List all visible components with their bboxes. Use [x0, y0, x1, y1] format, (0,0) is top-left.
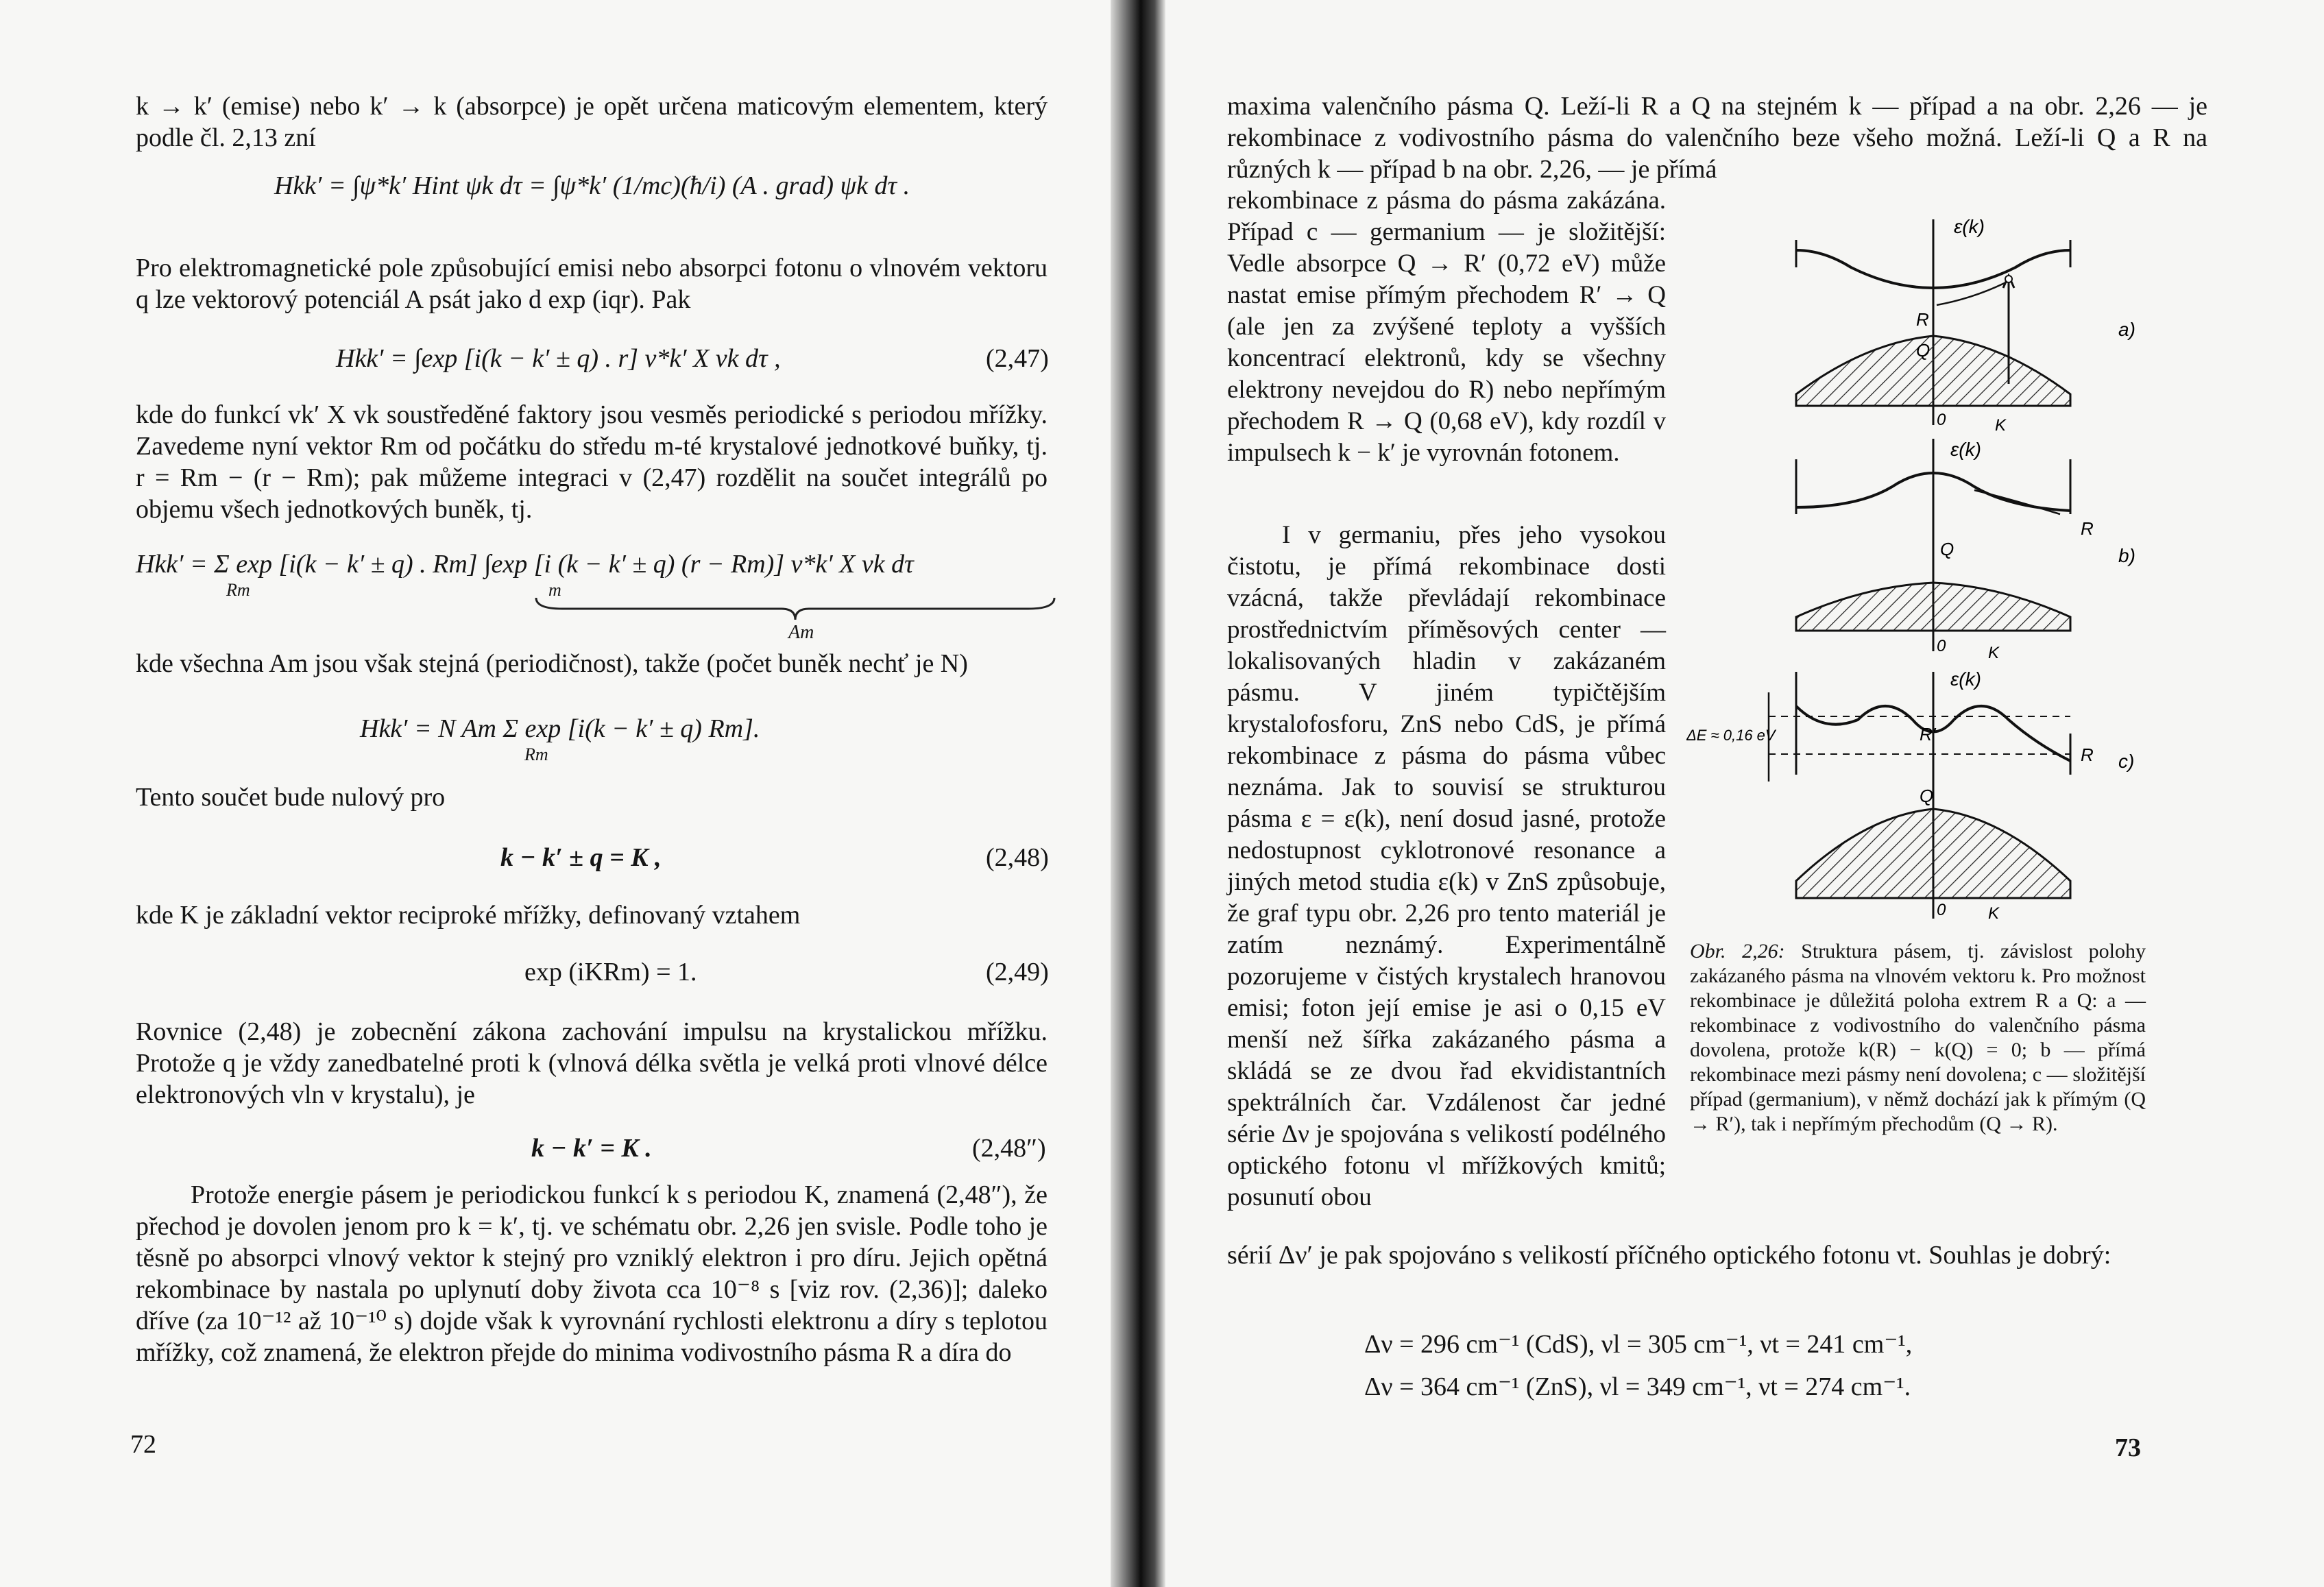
equation-2-47: Hkk′ = ∫exp [i(k − k′ ± q) . r] v*k′ X vk dτ ,	[336, 344, 781, 373]
panel-b-q-label: Q	[1940, 539, 1954, 559]
paragraph-3: kde do funkcí vk′ X vk soustředěné faktory jsou vesměs periodické s periodou mřížky. Zavedeme nyní vektor Rm od počátku do středu m-té krystalové jednotkové buňky, tj. r = Rm − (r − Rm); pak můžeme integraci v (2,47) rozdělit na součet integrálů po objemu všech jednotkových buněk, tj.	[136, 400, 1048, 524]
equation-zns: Δν = 364 cm⁻¹ (ZnS), νl = 349 cm⁻¹, νt = 274 cm⁻¹.	[1364, 1372, 1911, 1401]
panel-c-rprime-label: R′	[1920, 724, 1936, 744]
paragraph-6: kde K je základní vektor reciproké mřížky, definovaný vztahem	[136, 901, 801, 930]
underbrace-label: Am	[788, 622, 814, 643]
panel-c-energy-label: ε(k)	[1950, 668, 1981, 690]
paragraph-r4: sérií Δν′ je pak spojováno s velikostí příčného optického fotonu νt. Souhlas je dobrý:	[1227, 1241, 2111, 1270]
equation-cds: Δν = 296 cm⁻¹ (CdS), νl = 305 cm⁻¹, νt = 241 cm⁻¹,	[1364, 1330, 1913, 1359]
paragraph-r1: maxima valenčního pásma Q. Leží-li R a Q na stejném k — případ a na obr. 2,26 — je rekombinace z vodivostního pásma do valenčního beze všeho možná. Leží-li Q a R na různých k — případ b na obr. 2,26, — je přímá	[1227, 92, 2207, 184]
panel-a-r-label: R	[1916, 309, 1929, 330]
panel-a-letter: a)	[2118, 319, 2135, 340]
figure-caption	[1690, 939, 2146, 1137]
paragraph-r3: I v germaniu, přes jeho vysokou čistotu, je přímá rekombinace dosti vzácná, takže převládají rekombinace prostřednictvím příměsových center — lokalisovaných hladin v zakázaném pásmu. V jiném typičtějším krystalofosforu, ZnS nebo CdS, je přímá rekombinace z pásma do pásma vůbec neznáma. Jak to souvisí se strukturou pásma ε = ε(k), není dosud jasné, protože nedostupnost cyklotronové resonance a jiných metod studia ε(k) v ZnS způsobuje, že graf typu obr. 2,26 pro tento materiál je zatím neznámý. Experimentálně pozorujeme v čistých krystalech hranovou emisi; foton její emise je asi o 0,15 eV menší než šířka zakázaného pásma a skládá se ze dvou řad ekvidistantních spektrálních čar. Vzdálenost čar jedné série Δν je spojována s velikostí podélného optického fotonu νl mřížkových kmitů; posunutí obou	[1227, 521, 1666, 1211]
panel-c-q-label: Q	[1920, 786, 1934, 806]
equation-number-2-47: (2,47)	[986, 344, 1049, 373]
paragraph-8: Protože energie pásem je periodickou funkcí k s periodou K, znamená (2,48″), že přechod je dovolen jenom pro k = k′, tj. ve schématu obr. 2,26 jen svisle. Podle toho je těsně po absorpci vlnový vektor k stejný pro vzniklý elektron i pro díru. Jejich opětná rekombinace by nastala po uplynutí doby života cca 10⁻⁸ s [viz rov. (2,36)]; daleko dříve (za 10⁻¹² až 10⁻¹⁰ s) dojde však k vyrovnání rychlosti elektronu a díry s teplotou mřížky, což znamená, že elektron přejde do minima vodivostního pásma R a díra do	[136, 1180, 1048, 1367]
left-page	[0, 0, 1111, 1587]
panel-c-k-label: K	[1988, 904, 2000, 923]
equation-2-48b: k − k′ = K .	[531, 1134, 652, 1163]
panel-a-zero-label: 0	[1937, 411, 1946, 429]
equation-number-2-48b: (2,48″)	[972, 1134, 1046, 1163]
equation-sum-subscript: Rm	[226, 580, 250, 600]
panel-c-r-label: R	[2081, 744, 2094, 765]
panel-c-letter: c)	[2118, 751, 2135, 772]
panel-c-delta-label: ΔE ≈ 0,16 eV	[1686, 727, 1776, 744]
page-number-right: 73	[2115, 1433, 2141, 1462]
equation-4-subscript: Rm	[524, 744, 548, 764]
panel-b-k-label: K	[1988, 644, 2000, 662]
book-gutter	[1111, 0, 1165, 1587]
paragraph-5: Tento součet bude nulový pro	[136, 783, 446, 812]
paragraph-1: k → k′ (emise) nebo k′ → k (absorpce) je opět určena maticovým elementem, který podle čl. 2,13 zní	[136, 92, 1048, 152]
equation-hkk-1: Hkk′ = ∫ψ*k′ Hint ψk dτ = ∫ψ*k′ (1/mc)(ħ/i) (A . grad) ψk dτ .	[274, 171, 910, 200]
panel-a-q-label: Q	[1916, 340, 1930, 361]
paragraph-2: Pro elektromagnetické pole způsobující emisi nebo absorpci fotonu o vlnovém vektoru q lze vektorový potenciál A psát jako d exp (iqr). Pak	[136, 254, 1048, 314]
figure-panel-c	[1686, 668, 2134, 923]
caption-text: Struktura pásem, tj. závislost polohy zakázaného pásma na vlnovém vektoru k. Pro možnost rekombinace je důležitá poloha extrem R a Q: a — rekombinace z vodivostního do valenčního pásma dovolena, protože k(R) − k(Q) = 0; b — přímá rekombinace mezi pásmy není dovolena; c — složitější případ (germanium), v němž dochází jak k přímým (Q → R′), tak i nepřímým přechodům (Q → R).	[1690, 940, 2146, 1135]
equation-integral-subscript: m	[548, 580, 561, 600]
panel-a-energy-label: ε(k)	[1954, 216, 1985, 237]
equation-2-49: exp (iKRm) = 1.	[524, 958, 697, 986]
panel-b-zero-label: 0	[1937, 637, 1946, 655]
panel-b-letter: b)	[2118, 545, 2135, 566]
panel-c-zero-label: 0	[1937, 901, 1946, 919]
caption-label: Obr. 2,26:	[1690, 940, 1785, 962]
band-structure-figure	[1686, 213, 2180, 932]
equation-2-48: k − k′ ± q = K ,	[500, 843, 662, 872]
panel-a-k-label: K	[1995, 416, 2007, 435]
paragraph-7: Rovnice (2,48) je zobecnění zákona zachování impulsu na krystalickou mřížku. Protože q je vždy zanedbatelné proti k (vlnová délka světla je velká proti vlnové délce elektronových vln v krystalu), je	[136, 1017, 1048, 1109]
equation-hkk-sum: Hkk′ = Σ exp [i(k − k′ ± q) . Rm] ∫exp [i (k − k′ ± q) (r − Rm)] v*k′ X vk dτ	[136, 550, 914, 579]
equation-number-2-48: (2,48)	[986, 843, 1049, 872]
panel-b-energy-label: ε(k)	[1950, 439, 1981, 460]
equation-number-2-49: (2,49)	[986, 958, 1049, 986]
equation-hkk-nam: Hkk′ = N Am Σ exp [i(k − k′ ± q) Rm].	[360, 714, 760, 743]
page-number-left: 72	[130, 1430, 156, 1459]
paragraph-r2: rekombinace z pásma do pásma zakázána. Případ c — germanium — je složitější: Vedle absorpce Q → R′ (0,72 eV) může nastat emise přímým přechodem R′ → Q (ale jen za zvýšené teploty a vyšších koncentrací elektronů, kdy se všechny elektrony nevejdou do R) nebo nepřímým přechodem R → Q (0,68 eV), kdy rozdíl v impulsech k − k′ je vyrovnán fotonem.	[1227, 186, 1666, 467]
figure-panel-b	[1796, 439, 2135, 662]
figure-panel-a	[1796, 216, 2135, 435]
paragraph-4: kde všechna Am jsou však stejná (periodičnost), takže (počet buněk nechť je N)	[136, 649, 968, 678]
panel-b-r-label: R	[2081, 518, 2094, 539]
